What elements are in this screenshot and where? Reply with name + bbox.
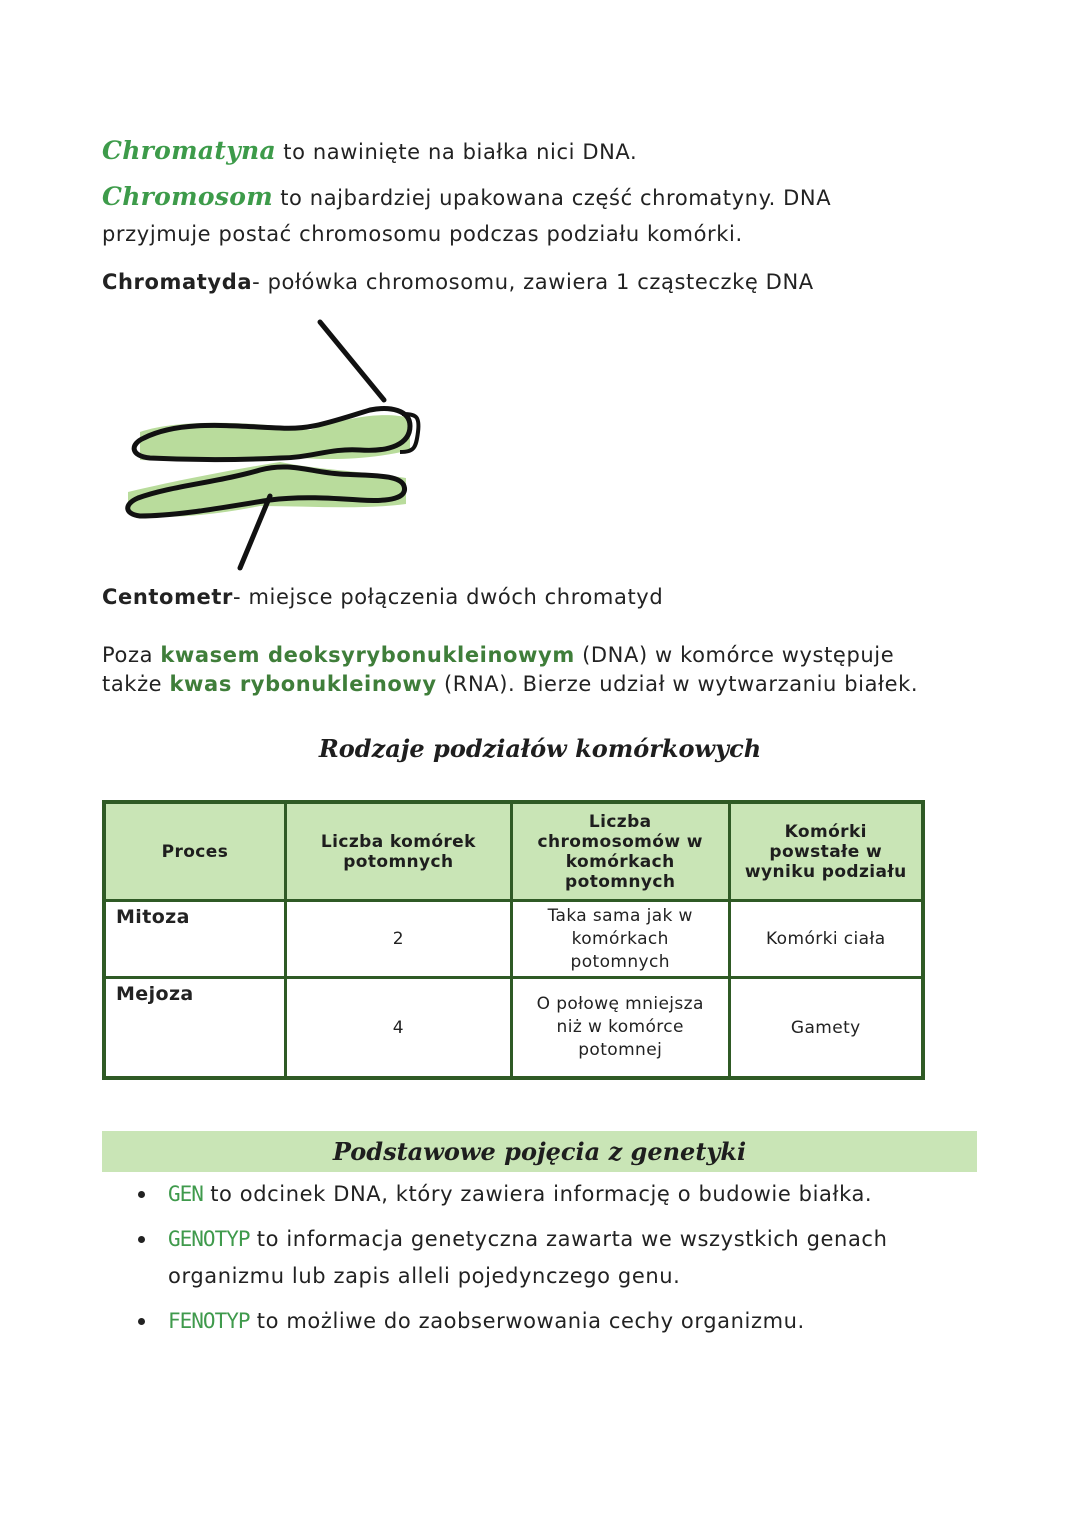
chromatyda-definition: Chromatyda- połówka chromosomu, zawiera 1 cząsteczkę DNA [102, 270, 814, 294]
term-chromatyda: Chromatyda [102, 270, 253, 294]
chromatid-pointer-line [320, 322, 384, 400]
table-row [104, 978, 923, 1079]
term-chromatyna: Chromatyna [102, 136, 277, 165]
list-item: GEN to odcinek DNA, który zawiera informację o budowie białka. [130, 1176, 980, 1213]
term-gen: GEN [168, 1182, 203, 1206]
chromatyna-definition: Chromatyna to nawinięte na białka nici DNA. [102, 136, 638, 165]
table-header-row [104, 802, 923, 901]
dna-rna-paragraph-line1: Poza kwasem deoksyrybonukleinowym (DNA) w komórce występuje [102, 643, 895, 667]
header-liczba-chromosomow: Liczba chromosomów w komórkach potomnych [511, 802, 729, 901]
chromosome-drawing [110, 310, 440, 580]
centometr-definition: Centometr- miejsce połączenia dwóch chromatyd [102, 585, 664, 609]
chromosom-definition-line2: przyjmuje postać chromosomu podczas podziału komórki. [102, 222, 743, 246]
term-genotyp: GENOTYP [168, 1227, 250, 1251]
bullet-icon [138, 1191, 145, 1198]
genetics-list [130, 1176, 980, 1348]
term-centometr: Centometr [102, 585, 233, 609]
bullet-icon [138, 1318, 145, 1325]
cell-result: Komórki ciała [729, 901, 923, 978]
cell-process: Mejoza [104, 978, 285, 1079]
term-fenotyp: FENOTYP [168, 1309, 250, 1333]
dna-rna-paragraph-line2: także kwas rybonukleinowy (RNA). Bierze udział w wytwarzaniu białek. [102, 672, 919, 696]
term-chromosom: Chromosom [102, 182, 273, 211]
bullet-icon [138, 1236, 145, 1243]
table-title: Rodzaje podziałów komórkowych [318, 734, 762, 763]
genetics-title: Podstawowe pojęcia z genetyki [332, 1137, 747, 1166]
header-komorki-powstale: Komórki powstałe w wyniku podziału [729, 802, 923, 901]
cell-count: 4 [285, 978, 511, 1079]
list-item: GENOTYP to informacja genetyczna zawarta we wszystkich genach organizmu lub zapis alleli pojedynczego genu. [130, 1221, 980, 1295]
cell-count: 2 [285, 901, 511, 978]
list-item: FENOTYP to możliwe do zaobserwowania cechy organizmu. [130, 1303, 980, 1340]
term-rna: kwas rybonukleinowy [169, 672, 437, 696]
chromosom-definition: Chromosom to najbardziej upakowana część chromatyny. DNA [102, 182, 832, 211]
term-dna: kwasem deoksyrybonukleinowym [160, 643, 575, 667]
table-row [104, 901, 923, 978]
cell-chromosomes: O połowę mniejsza niż w komórce potomnej [511, 978, 729, 1079]
genetics-banner [102, 1131, 977, 1172]
cell-chromosomes: Taka sama jak w komórkach potomnych [511, 901, 729, 978]
cell-process: Mitoza [104, 901, 285, 978]
header-liczba-komorek: Liczba komórek potomnych [285, 802, 511, 901]
chromatid-fill-upper [140, 415, 410, 461]
header-proces: Proces [104, 802, 285, 901]
cell-result: Gamety [729, 978, 923, 1079]
cell-division-table [102, 800, 925, 1080]
